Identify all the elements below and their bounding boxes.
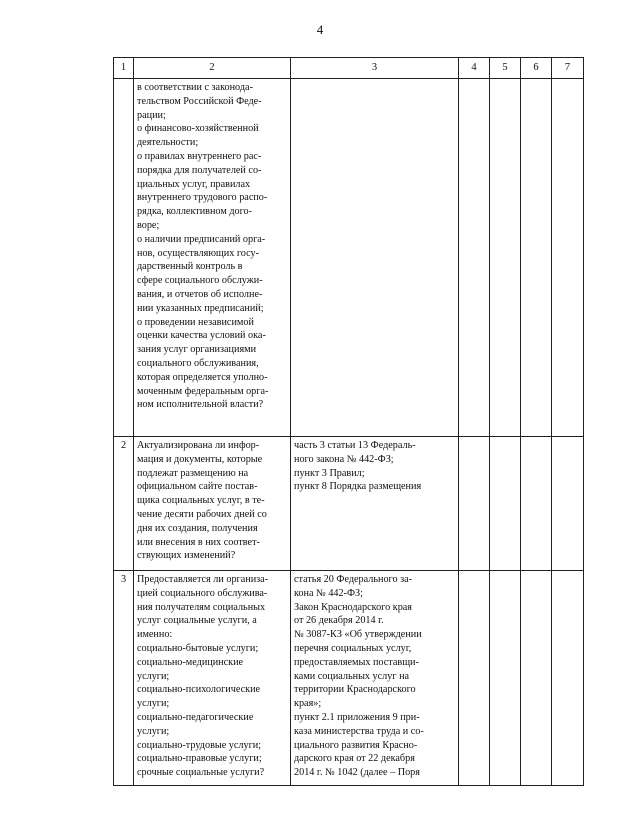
answer-cell	[552, 571, 584, 786]
question-cell: Актуализирована ли инфор- мация и документы, которые подлежат размещению на официальном сайте постав- щика социальных услуг, в те- чение десяти рабочих дней со дня их создания, получения или внесения в них соответ- ствующих изменений?	[134, 437, 291, 571]
column-header-7: 7	[552, 58, 584, 79]
question-cell: Предоставляется ли организа- цией социального обслужива- ния получателям социальных услуг социальные услуги, а именно: социально-бытовые услуги; социально-медицинские услуги; социально-психологические услуги; социально-педагогические услуги; социально-трудовые услуги; социально-правовые услуги; срочные социальные услуги?	[134, 571, 291, 786]
column-header-4: 4	[459, 58, 490, 79]
row-number	[114, 79, 134, 437]
page-number: 4	[316, 22, 324, 37]
row-number: 2	[114, 437, 134, 571]
column-header-6: 6	[521, 58, 552, 79]
answer-cell	[521, 79, 552, 437]
column-header-2: 2	[134, 58, 291, 79]
table-row	[114, 79, 584, 437]
column-header-5: 5	[490, 58, 521, 79]
reference-cell	[291, 79, 459, 437]
answer-cell	[459, 571, 490, 786]
answer-cell	[459, 437, 490, 571]
question-cell: в соответствии с законода- тельством Российской Феде- рации; о финансово-хозяйственной деятельности; о правилах внутреннего рас- порядка для получателей со- циальных услуг, правилах внутреннего трудового распо- рядка, коллективном дого- воре; о наличии предписаний орга- нов, осуществляющих госу- дарственный контроль в сфере социального обслужи- вания, и отчетов об исполне- нии указанных предписаний; о проведении независимой оценки качества условий ока- зания услуг организациями социального обслуживания, которая определяется уполно- моченным федеральным орга- ном исполнительной власти?	[134, 79, 291, 437]
table-row	[114, 437, 584, 571]
column-header-3: 3	[291, 58, 459, 79]
row-number: 3	[114, 571, 134, 786]
header-row	[114, 58, 584, 79]
table-row	[114, 571, 584, 786]
answer-cell	[490, 571, 521, 786]
answer-cell	[490, 437, 521, 571]
checklist-table	[113, 57, 584, 786]
column-header-1: 1	[114, 58, 134, 79]
reference-cell: статья 20 Федерального за- кона № 442-ФЗ; Закон Краснодарского края от 26 декабря 2014 г. № 3087-КЗ «Об утверждении перечня социальных услуг, предоставляемых поставщи- ками социальных услуг на территории Краснодарского края»; пункт 2.1 приложения 9 при- каза министерства труда и со- циального развития Красно- дарского края от 22 декабря 2014 г. № 1042 (далее – Поря	[291, 571, 459, 786]
answer-cell	[552, 79, 584, 437]
answer-cell	[521, 437, 552, 571]
answer-cell	[459, 79, 490, 437]
answer-cell	[490, 79, 521, 437]
reference-cell: часть 3 статьи 13 Федераль- ного закона № 442-ФЗ; пункт 3 Правил; пункт 8 Порядка размещения	[291, 437, 459, 571]
answer-cell	[552, 437, 584, 571]
answer-cell	[521, 571, 552, 786]
